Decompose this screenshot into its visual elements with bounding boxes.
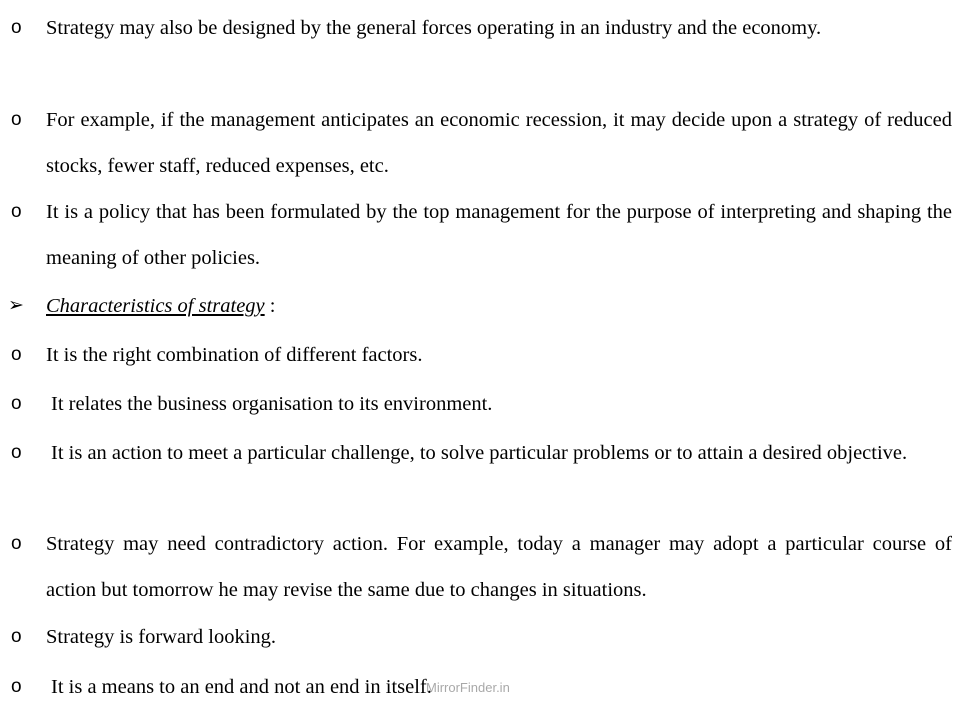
list-item-text: It is the right combination of different factors. [46,344,423,366]
heading-text: Characteristics of strategy [46,295,265,317]
list-item-text: It is a means to an end and not an end in itself. [51,676,432,698]
list-item-text: Strategy is forward looking. [46,626,277,648]
list-item-text: Strategy may need contradictory action. For example, today a manager may adopt a particular course of action but tomorrow he may revise the same due to changes in situations. [46,533,952,601]
circle-bullet-icon: o [11,109,22,130]
circle-bullet-icon: o [11,344,22,365]
list-item [0,430,960,522]
circle-bullet-icon: o [11,393,22,414]
heading-colon: : [264,295,276,317]
circle-bullet-icon: o [11,201,22,222]
list-item [0,189,960,281]
list-item [0,381,960,427]
list-item [0,614,960,660]
circle-bullet-icon: o [11,626,22,647]
list-item-text: Strategy may also be designed by the general forces operating in an industry and the economy. [46,17,822,39]
circle-bullet-icon: o [11,533,22,554]
arrow-bullet-icon: ➢ [8,295,24,316]
circle-bullet-icon: o [11,442,22,463]
list-item-text: It relates the business organisation to its environment. [51,393,493,415]
list-item-text: It is an action to meet a particular challenge, to solve particular problems or to attain a desired objective. [51,442,908,464]
list-item [0,332,960,378]
circle-bullet-icon: o [11,17,22,38]
list-item [0,521,960,613]
section-heading [0,283,960,329]
circle-bullet-icon: o [11,676,22,697]
list-item-text: It is a policy that has been formulated by the top management for the purpose of interpreting and shaping the meaning of other policies. [46,201,952,269]
watermark: MirrorFinder.in [426,680,510,695]
list-item [0,5,960,97]
list-item-text: For example, if the management anticipates an economic recession, it may decide upon a strategy of reduced stocks, fewer staff, reduced expenses, etc. [46,109,952,177]
list-item [0,97,960,189]
